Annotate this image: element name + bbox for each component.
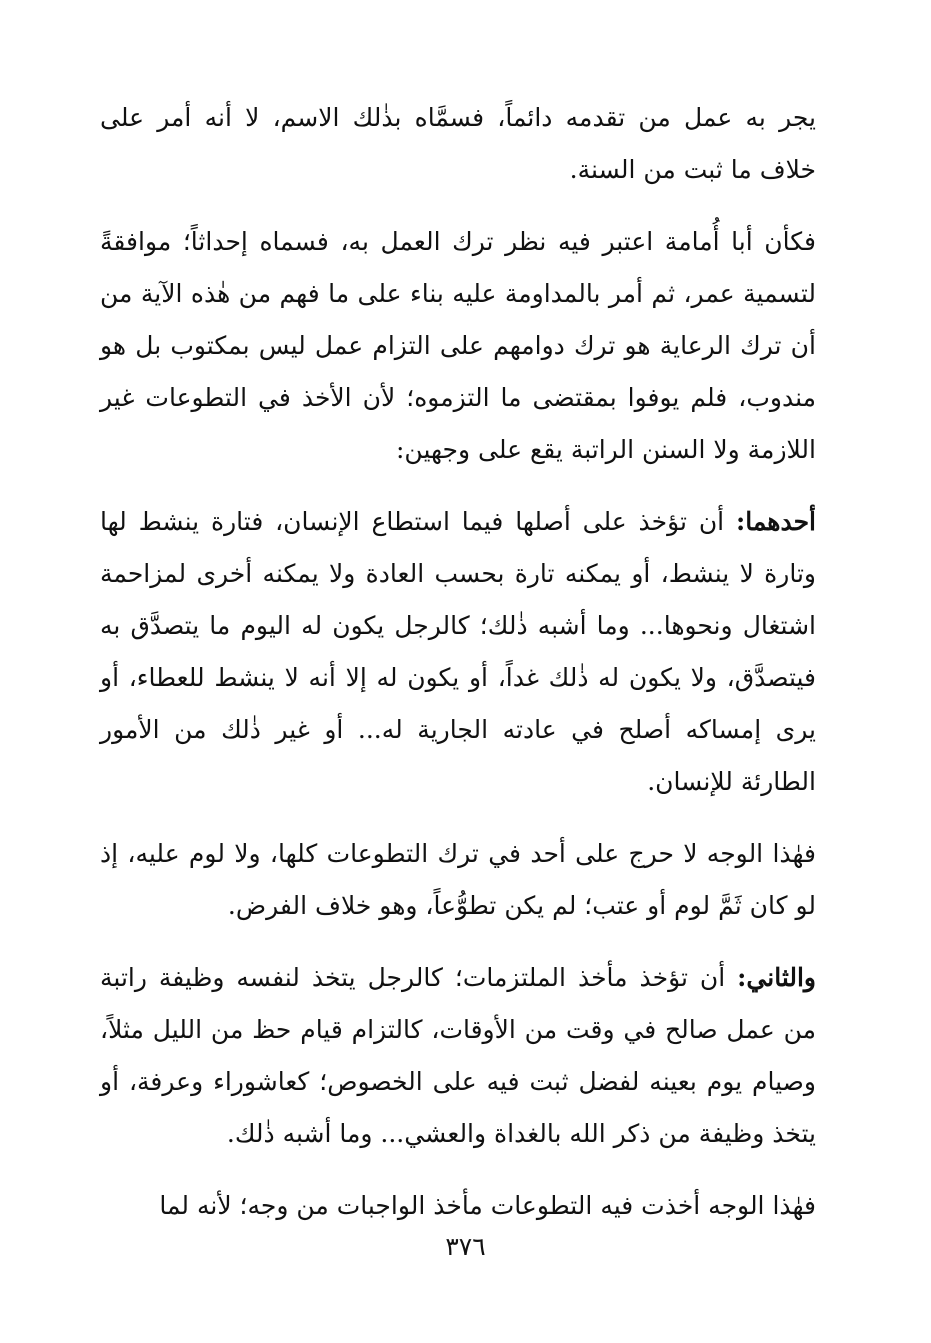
paragraph-4 (100, 828, 816, 932)
paragraph-3 (100, 496, 816, 808)
paragraph-1-text: يجر به عمل من تقدمه دائماً، فسمَّاه بذٰلك الاسم، لا أنه أمر على خلاف ما ثبت من السنة. (100, 103, 816, 184)
paragraph-5-lead: والثاني: (737, 963, 816, 992)
page-body (100, 92, 816, 1232)
paragraph-5 (100, 952, 816, 1160)
paragraph-4-text: فهٰذا الوجه لا حرج على أحد في ترك التطوعات كلها، ولا لوم عليه، إذ لو كان ثَمَّ لوم أو عتب؛ لم يكن تطوُّعاً، وهو خلاف الفرض. (100, 839, 816, 920)
paragraph-3-text: أن تؤخذ على أصلها فيما استطاع الإنسان، فتارة ينشط لها وتارة لا ينشط، أو يمكنه تارة بحسب العادة ولا يمكنه أخرى لمزاحمة اشتغال ونحوها... وما أشبه ذٰلك؛ كالرجل يكون له اليوم ما يتصدَّق به فيتصدَّق، ولا يكون له ذٰلك غداً، أو يكون له إلا أنه لا ينشط للعطاء، أو يرى إمساكه أصلح في عادته الجارية له... أو غير ذٰلك من الأمور الطارئة للإنسان. (100, 507, 816, 796)
paragraph-6 (100, 1180, 816, 1232)
paragraph-3-lead: أحدهما: (735, 507, 816, 536)
paragraph-2-text: فكأن أبا أُمامة اعتبر فيه نظر ترك العمل به، فسماه إحداثاً؛ موافقةً لتسمية عمر، ثم أمر بالمداومة عليه بناء على ما فهم من هٰذه الآية من أن ترك الرعاية هو ترك دوامهم على التزام عمل ليس بمكتوب بل هو مندوب، فلم يوفوا بمقتضى ما التزموه؛ لأن الأخذ في التطوعات غير اللازمة ولا السنن الراتبة يقع على وجهين: (100, 227, 816, 464)
paragraph-6-text: فهٰذا الوجه أخذت فيه التطوعات مأخذ الواجبات من وجه؛ لأنه لما (159, 1191, 816, 1220)
paragraph-2 (100, 216, 816, 476)
page-number: ٣٧٦ (445, 1232, 486, 1261)
paragraph-1 (100, 92, 816, 196)
paragraph-5-text: أن تؤخذ مأخذ الملتزمات؛ كالرجل يتخذ لنفسه وظيفة راتبة من عمل صالح في وقت من الأوقات، كالتزام قيام حظ من الليل مثلاً، وصيام يوم بعينه لفضل ثبت فيه على الخصوص؛ كعاشوراء وعرفة، أو يتخذ وظيفة من ذكر الله بالغداة والعشي... وما أشبه ذٰلك. (100, 963, 816, 1148)
